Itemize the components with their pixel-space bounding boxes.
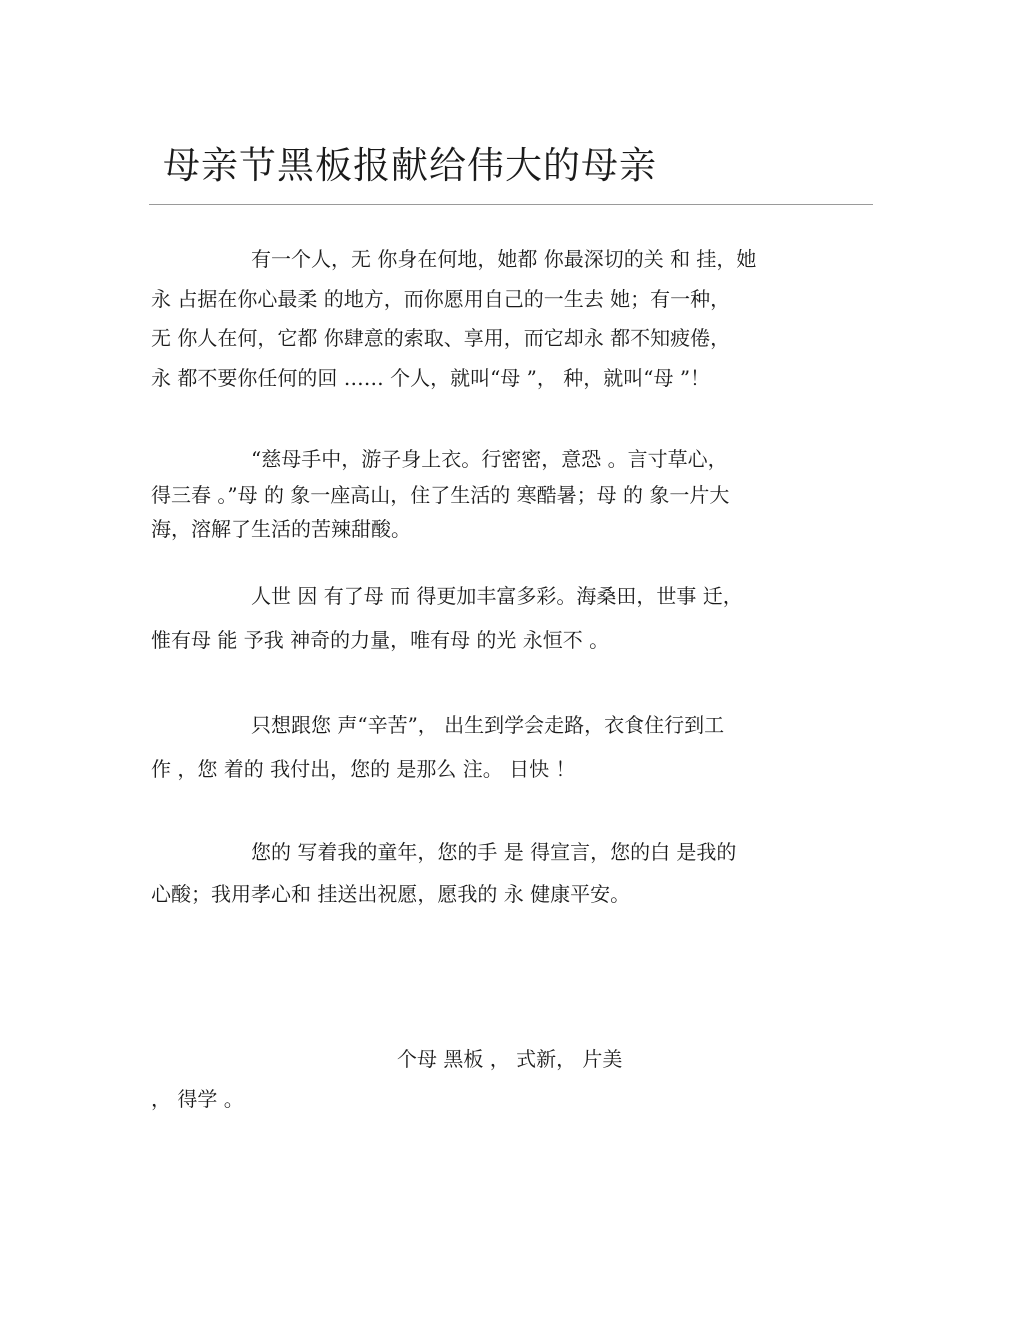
paragraph-line: 得三春 。”母 的 象一座高山，住了生活的 寒酷暑；母 的 象一片大 xyxy=(151,483,730,507)
paragraph-line: 只想跟您 声“辛苦”， 出生到学会走路，衣食住行到工 xyxy=(251,713,725,737)
paragraph-line: 作 ，您 着的 我付出，您的 是那么 注。 日快 ！ xyxy=(151,757,576,781)
paragraph-line: 人世 因 有了母 而 得更加丰富多彩。海桑田，世事 迁， xyxy=(251,584,743,608)
paragraph-line: 海，溶解了生活的苦辣甜酸。 xyxy=(151,517,411,541)
document-title: 母亲节黑板报献给伟大的母亲 xyxy=(163,144,657,187)
paragraph-line: 有一个人，无 你身在何地，她都 你最深切的关 和 挂，她 xyxy=(251,247,757,271)
paragraph-line: 您的 写着我的童年，您的手 是 得宣言，您的白 是我的 xyxy=(251,840,737,864)
paragraph-line: 永 都不要你任何的回 …… 个人，就叫“母 ”， 种，就叫“母 ”！ xyxy=(151,366,711,390)
paragraph-line: ， 得学 。 xyxy=(151,1087,244,1111)
paragraph-line: “慈母手中，游子身上衣。行密密，意恐 。言寸草心， xyxy=(251,447,728,471)
paragraph-line: 心酸；我用孝心和 挂送出祝愿，愿我的 永 健康平安。 xyxy=(151,882,631,906)
paragraph-line: 无 你人在何，它都 你肆意的索取、享用，而它却永 都不知疲倦， xyxy=(151,326,731,350)
paragraph-line: 惟有母 能 予我 神奇的力量，唯有母 的光 永恒不 。 xyxy=(151,628,610,652)
title-divider xyxy=(149,204,873,205)
paragraph-line: 个母 黑板 ， 式新， 片美 xyxy=(397,1047,623,1071)
paragraph-line: 永 占据在你心最柔 的地方，而你愿用自己的一生去 她；有一种， xyxy=(151,287,731,311)
